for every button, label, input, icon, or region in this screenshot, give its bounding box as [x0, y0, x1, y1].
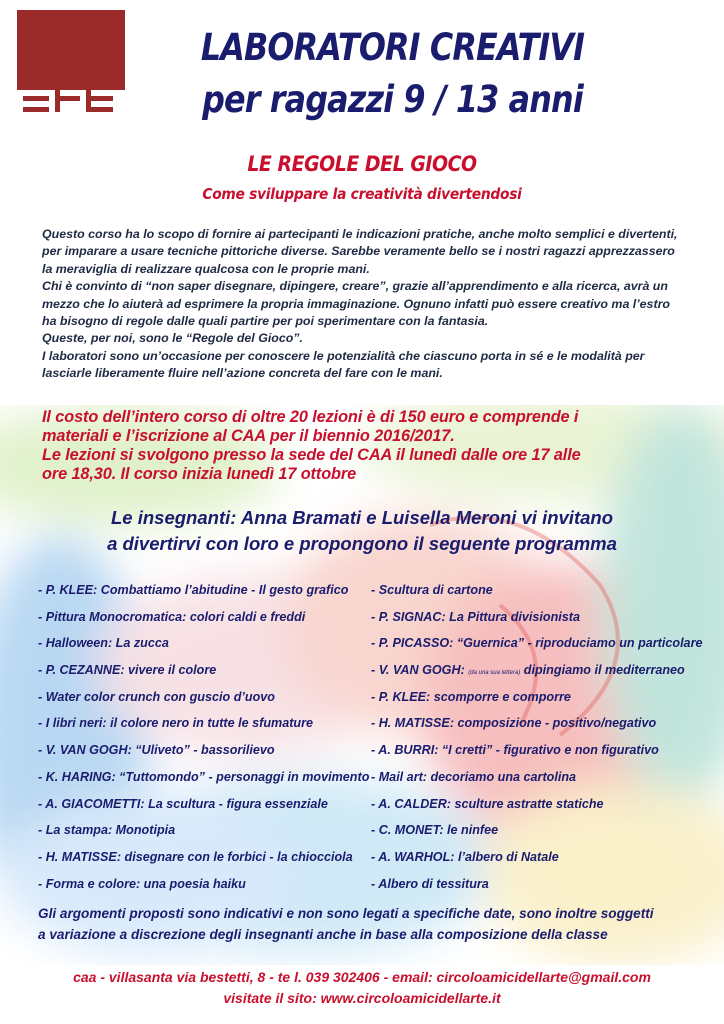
intro-line: I laboratori sono un’occasione per conoscere le potenzialità che ciascuno porta in sé e le modalità per	[42, 348, 645, 363]
program-item: - A. GIACOMETTI: La scultura - figura essenziale	[38, 796, 328, 811]
program-item: - C. MONET: le ninfee	[371, 823, 499, 838]
program-item: - Albero di tessitura	[371, 876, 489, 891]
cost-line: materiali e l’iscrizione al CAA per il biennio 2016/2017.	[42, 427, 455, 445]
intro-line: Chi è convinto di “non saper disegnare, dipingere, creare”, grazie all’apprendimento e alla ricerca, avrà un	[42, 279, 668, 294]
program-item: - Pittura Monocromatica: colori caldi e freddi	[38, 609, 306, 624]
program-item: - P. PICASSO: “Guernica” - riproduciamo un particolare	[371, 636, 703, 651]
program-item: - I libri neri: il colore nero in tutte le sfumature	[38, 716, 314, 731]
caa-logo	[17, 10, 125, 118]
intro-line: lasciarle liberamente fluire nell’azione concreta del fare con le mani.	[42, 366, 443, 381]
program-item: - P. KLEE: Combattiamo l’abitudine - Il gesto grafico	[38, 583, 349, 597]
intro-text	[42, 226, 692, 383]
program-item: - La stampa: Monotipia	[38, 823, 176, 838]
program-item-note: (da una sua lettera)	[468, 670, 521, 677]
intro-line: Queste, per noi, sono le “Regole del Gioco”.	[42, 331, 303, 346]
intro-line: ha bisogno di regole dalle quali partire per poi sperimentare con la fantasia.	[42, 314, 489, 329]
rules-title: LE REGOLE DEL GIOCO	[247, 152, 477, 176]
program-item: - Forma e colore: una poesia haiku	[38, 876, 246, 891]
program-item: - Water color crunch con guscio d’uovo	[38, 689, 275, 704]
disclaimer-line: a variazione a discrezione degli insegnanti anche in base alla composizione della classe	[38, 927, 608, 942]
program-item: - Scultura di cartone	[371, 583, 493, 597]
footer-website: visitate il sito: www.circoloamicidellarte.it	[223, 990, 501, 1006]
disclaimer-text	[38, 903, 708, 945]
footer-contact: caa - villasanta via bestetti, 8 - te l. 039 302406 - email: circoloamicidellarte@gmail.com	[73, 969, 651, 985]
teachers-line: a divertirvi con loro e propongono il seguente programma	[107, 533, 617, 554]
program-item: - Mail art: decoriamo una cartolina	[371, 769, 577, 784]
program-item: - H. MATISSE: disegnare con le forbici - la chiocciola	[38, 849, 353, 864]
program-item: - P. CEZANNE: vivere il colore	[38, 663, 217, 678]
program-item: - A. CALDER: sculture astratte statiche	[371, 796, 604, 811]
program-item: - V. VAN GOGH: “Uliveto” - bassorilievo	[38, 743, 275, 758]
program-item: - K. HARING: “Tuttomondo” - personaggi in movimento	[38, 769, 370, 784]
cost-line: Le lezioni si svolgono presso la sede del CAA il lunedì dalle ore 17 alle	[42, 446, 581, 464]
teachers-line: Le insegnanti: Anna Bramati e Luisella Meroni vi invitano	[111, 507, 613, 528]
program-item-text: - V. VAN GOGH:	[371, 663, 469, 678]
cost-info	[42, 408, 702, 484]
program-item: - A. BURRI: “I cretti” - figurativo e non figurativo	[371, 743, 659, 758]
intro-line: mezzo che lo aiuterà ad esprimere la propria immaginazione. Ognuno infatti può essere creativo ma l’estro	[42, 296, 670, 311]
program-item: - P. KLEE: scomporre e comporre	[371, 689, 571, 704]
main-subtitle: per ragazzi 9 / 13 anni	[202, 78, 583, 121]
cost-line: ore 18,30. Il corso inizia lunedì 17 ottobre	[42, 465, 357, 483]
cost-line: Il costo dell’intero corso di oltre 20 lezioni è di 150 euro e comprende i	[42, 408, 579, 426]
program-item: - H. MATISSE: composizione - positivo/negativo	[371, 716, 657, 731]
program-list-right	[371, 577, 716, 897]
program-item: - A. WARHOL: l’albero di Natale	[371, 849, 559, 864]
teachers-invitation	[0, 505, 724, 557]
disclaimer-line: Gli argomenti proposti sono indicativi e non sono legati a specifiche date, sono inoltre soggetti	[38, 906, 654, 921]
main-title: LABORATORI CREATIVI	[200, 26, 585, 69]
intro-line: la meraviglia di realizzare qualcosa con le proprie mani.	[42, 261, 370, 276]
program-item: - Halloween: La zucca	[38, 636, 169, 651]
program-item-text: dipingiamo il mediterraneo	[520, 663, 685, 678]
program-item-vangogh	[371, 657, 716, 684]
rules-subtitle: Come sviluppare la creatività divertendosi	[202, 185, 522, 203]
program-list-left	[38, 577, 368, 897]
intro-line: Questo corso ha lo scopo di fornire ai partecipanti le indicazioni pratiche, anche molto semplici e divertenti,	[42, 227, 678, 241]
intro-line: per imparare a usare tecniche pittoriche diverse. Sarebbe veramente bello se i nostri ragazzi apprezzassero	[42, 244, 675, 259]
program-item: - P. SIGNAC: La Pittura divisionista	[371, 609, 581, 624]
